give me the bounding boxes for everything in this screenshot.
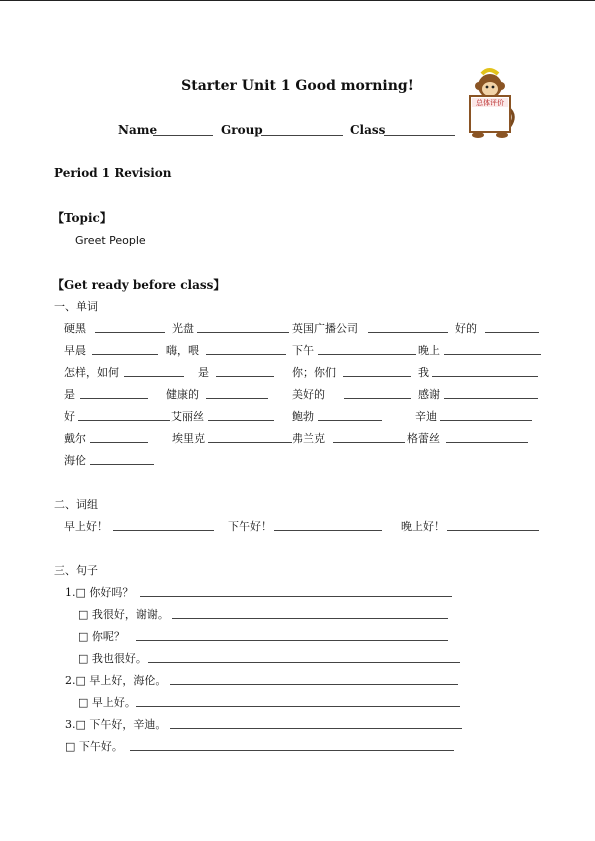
word-label: 埃里克 xyxy=(172,432,205,445)
word-label: 我 xyxy=(418,366,429,379)
sentences-heading: 三、句子 xyxy=(54,564,98,577)
sentence-label: □ 我也很好。 xyxy=(78,652,147,665)
badge-text: 总体评价 xyxy=(476,99,504,107)
word-blank[interactable] xyxy=(318,420,382,421)
word-blank[interactable] xyxy=(344,398,411,399)
sentence-label: 2.□ 早上好，海伦。 xyxy=(65,674,167,687)
word-label: 英国广播公司 xyxy=(292,322,358,335)
word-label: 海伦 xyxy=(64,454,86,467)
word-label: 艾丽丝 xyxy=(171,410,204,423)
sentence-label: 1.□ 你好吗？ xyxy=(65,586,134,599)
word-blank[interactable] xyxy=(208,420,274,421)
name-label: Name xyxy=(118,123,158,137)
group-label: Group xyxy=(221,123,263,137)
word-label: 嗨，喂 xyxy=(166,344,199,357)
topic-heading: 【Topic】 xyxy=(52,211,112,225)
word-blank[interactable] xyxy=(90,442,148,443)
word-label: 鲍勃 xyxy=(292,410,314,423)
word-label: 感谢 xyxy=(418,388,440,401)
word-blank[interactable] xyxy=(197,332,289,333)
sentence-label: □ 你呢？ xyxy=(78,630,125,643)
phrase-blank[interactable] xyxy=(274,530,382,531)
sentence-blank[interactable] xyxy=(130,750,454,751)
sentence-label: □ 下午好。 xyxy=(65,740,123,753)
sentence-blank[interactable] xyxy=(170,684,458,685)
word-label: 好的 xyxy=(455,322,477,335)
page-title: Starter Unit 1 Good morning! xyxy=(181,78,414,94)
word-blank[interactable] xyxy=(124,376,184,377)
word-label: 好 xyxy=(64,410,75,423)
word-blank[interactable] xyxy=(432,376,538,377)
words-heading: 一、单词 xyxy=(54,300,98,313)
word-blank[interactable] xyxy=(80,398,148,399)
page-top-rule xyxy=(0,0,595,1)
phrase-label: 早上好！ xyxy=(64,520,108,533)
sentence-blank[interactable] xyxy=(170,728,462,729)
period-heading: Period 1 Revision xyxy=(54,166,172,180)
word-blank[interactable] xyxy=(446,442,528,443)
word-blank[interactable] xyxy=(440,420,532,421)
word-label: 硬黑 xyxy=(64,322,86,335)
word-label: 辛迪 xyxy=(415,410,437,423)
phrase-blank[interactable] xyxy=(113,530,214,531)
phrase-blank[interactable] xyxy=(447,530,539,531)
phrase-label: 晚上好！ xyxy=(401,520,445,533)
word-label: 怎样，如何 xyxy=(64,366,119,379)
word-label: 美好的 xyxy=(292,388,325,401)
word-label: 健康的 xyxy=(166,388,199,401)
sentence-blank[interactable] xyxy=(140,596,452,597)
word-label: 下午 xyxy=(292,344,314,357)
word-label: 你；你们 xyxy=(292,366,336,379)
word-blank[interactable] xyxy=(78,420,170,421)
class-label: Class xyxy=(350,123,386,137)
word-blank[interactable] xyxy=(208,442,292,443)
word-label: 戴尔 xyxy=(64,432,86,445)
word-blank[interactable] xyxy=(206,398,268,399)
word-blank[interactable] xyxy=(333,442,405,443)
word-blank[interactable] xyxy=(92,354,158,355)
prep-heading: 【Get ready before class】 xyxy=(52,278,226,292)
word-label: 光盘 xyxy=(172,322,194,335)
topic-text: Greet People xyxy=(75,234,146,247)
word-blank[interactable] xyxy=(318,354,416,355)
sentence-blank[interactable] xyxy=(136,640,448,641)
word-blank[interactable] xyxy=(368,332,448,333)
word-label: 晚上 xyxy=(418,344,440,357)
phrase-label: 下午好！ xyxy=(228,520,272,533)
word-blank[interactable] xyxy=(444,398,538,399)
sentence-blank[interactable] xyxy=(136,706,460,707)
word-blank[interactable] xyxy=(444,354,541,355)
sentence-label: 3.□ 下午好，辛迪。 xyxy=(65,718,167,731)
word-blank[interactable] xyxy=(90,464,154,465)
word-label: 是 xyxy=(64,388,75,401)
word-blank[interactable] xyxy=(206,354,286,355)
group-field[interactable] xyxy=(261,135,343,136)
word-label: 弗兰克 xyxy=(292,432,325,445)
word-blank[interactable] xyxy=(343,376,411,377)
sentence-blank[interactable] xyxy=(148,662,460,663)
monkey-evaluation-badge xyxy=(462,66,518,140)
sentence-label: □ 早上好。 xyxy=(78,696,136,709)
word-blank[interactable] xyxy=(216,376,274,377)
class-field[interactable] xyxy=(384,135,455,136)
phrases-heading: 二、词组 xyxy=(54,498,98,511)
word-label: 是 xyxy=(198,366,209,379)
name-field[interactable] xyxy=(153,135,213,136)
word-label: 早晨 xyxy=(64,344,86,357)
sentence-label: □ 我很好，谢谢。 xyxy=(78,608,169,621)
word-label: 格蕾丝 xyxy=(407,432,440,445)
word-blank[interactable] xyxy=(95,332,165,333)
word-blank[interactable] xyxy=(485,332,539,333)
sentence-blank[interactable] xyxy=(172,618,448,619)
